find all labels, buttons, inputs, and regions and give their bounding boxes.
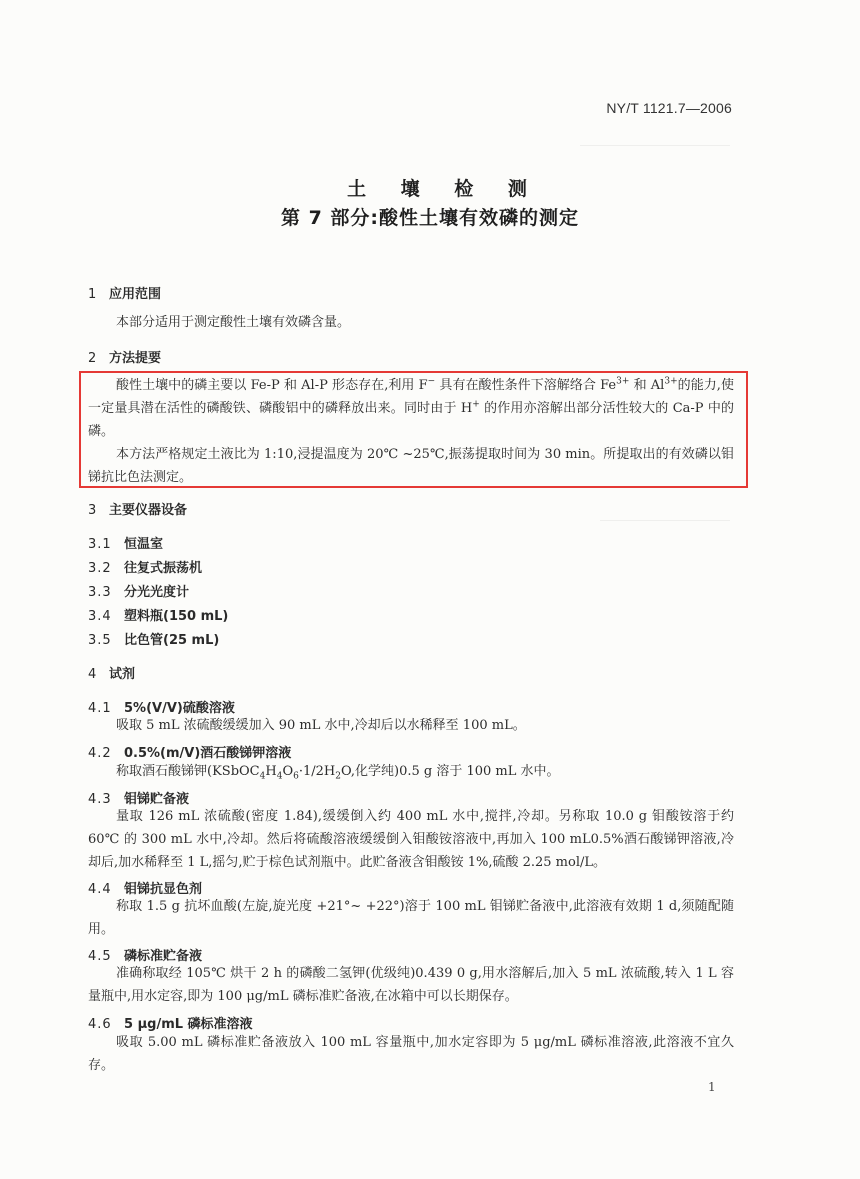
section-1-text: 本部分适用于测定酸性土壤有效磷含量。	[116, 315, 351, 330]
reagent-heading: 4.5 磷标准贮备液	[88, 949, 203, 964]
page-number: 1	[708, 1080, 716, 1094]
section-title: 应用范围	[109, 287, 162, 302]
section-2-paragraph-2: 本方法严格规定土液比为 1:10,浸提温度为 20℃ ~25℃,振荡提取时间为 30 min。所提取出的有效磷以钼锑抗比色法测定。	[88, 447, 734, 485]
equipment-item: 3.5 比色管(25 mL)	[88, 633, 220, 648]
reagent-text: 量取 126 mL 浓硫酸(密度 1.84),缓缓倒入约 400 mL 水中,搅拌,冷却。另称取 10.0 g 钼酸铵溶于约 60℃ 的 300 mL 水中,冷却。然后将硫酸溶液缓缓倒入钼酸铵溶液中,再加入 100 mL0.5%酒石酸锑钾溶液,冷却后,加水稀释至 1 L,摇匀,贮于棕色试剂瓶中。此贮备液含钼酸铵 1%,硫酸 2.25 mol/L。	[88, 809, 734, 870]
section-title: 主要仪器设备	[109, 503, 188, 518]
reagent-heading: 4.4 钼锑抗显色剂	[88, 882, 203, 897]
equipment-item: 3.2 往复式振荡机	[88, 561, 203, 576]
reagent-text: 称取酒石酸锑钾($KSbOC_4H_4O_6\cdot 1/2H_2O$,化学纯)0.5 g 溶于 100 mL 水中。	[116, 764, 560, 782]
standard-code: NY/T 1121.7—2006	[606, 100, 732, 116]
section-number: 1	[88, 287, 97, 302]
section-title: 方法提要	[109, 351, 162, 366]
reagent-text: 准确称取经 105℃ 烘干 2 h 的磷酸二氢钾(优级纯)0.439 0 g,用水溶解后,加入 5 mL 浓硫酸,转入 1 L 容量瓶中,用水定容,即为 100 μg/mL 磷标准贮备液,在冰箱中可以长期保存。	[88, 966, 734, 1004]
section-number: 4	[88, 667, 97, 682]
section-3-heading	[88, 499, 187, 518]
reagent-text: 吸取 5 mL 浓硫酸缓缓加入 90 mL 水中,冷却后以水稀释至 100 mL。	[116, 718, 526, 733]
equipment-item: 3.3 分光光度计	[88, 585, 190, 600]
section-title: 试剂	[109, 667, 136, 682]
bleed-through-line	[580, 145, 730, 146]
reagent-heading: 4.2 0.5%(m/V)酒石酸锑钾溶液	[88, 746, 292, 761]
document-title-main: 土 壤 检 测	[347, 178, 541, 200]
reagent-text: 吸取 5.00 mL 磷标准贮备液放入 100 mL 容量瓶中,加水定容即为 5 μg/mL 磷标准溶液,此溶液不宜久存。	[88, 1035, 734, 1073]
equipment-item: 3.4 塑料瓶(150 mL)	[88, 609, 229, 624]
section-4-heading	[88, 663, 135, 682]
reagent-heading: 4.3 钼锑贮备液	[88, 792, 190, 807]
reagent-text: 称取 1.5 g 抗坏血酸(左旋,旋光度 +21°~ +22°)溶于 100 mL 钼锑贮备液中,此溶液有效期 1 d,须随配随用。	[88, 899, 734, 937]
section-number: 2	[88, 351, 97, 366]
section-1-heading	[88, 283, 161, 302]
reagent-heading: 4.6 5 μg/mL 磷标准溶液	[88, 1017, 253, 1032]
section-2-heading	[88, 347, 161, 366]
section-2-paragraph-1: 酸性土壤中的磷主要以 Fe-P 和 Al-P 形态存在,利用 F− 具有在酸性条件下溶解络合 $Fe^{3+}$ 和 $Al^{3+}$的能力,使一定量具潜在活性的磷酸铁、磷酸铝中的磷释放出来。同时由于 H+ 的作用亦溶解出部分活性较大的 Ca-P 中的磷。	[88, 376, 734, 439]
document-title-part: 第 7 部分:酸性土壤有效磷的测定	[280, 207, 580, 229]
bleed-through-line	[600, 520, 730, 521]
reagent-heading: 4.1 5%(V/V)硫酸溶液	[88, 701, 235, 716]
section-number: 3	[88, 503, 97, 518]
equipment-item: 3.1 恒温室	[88, 537, 164, 552]
